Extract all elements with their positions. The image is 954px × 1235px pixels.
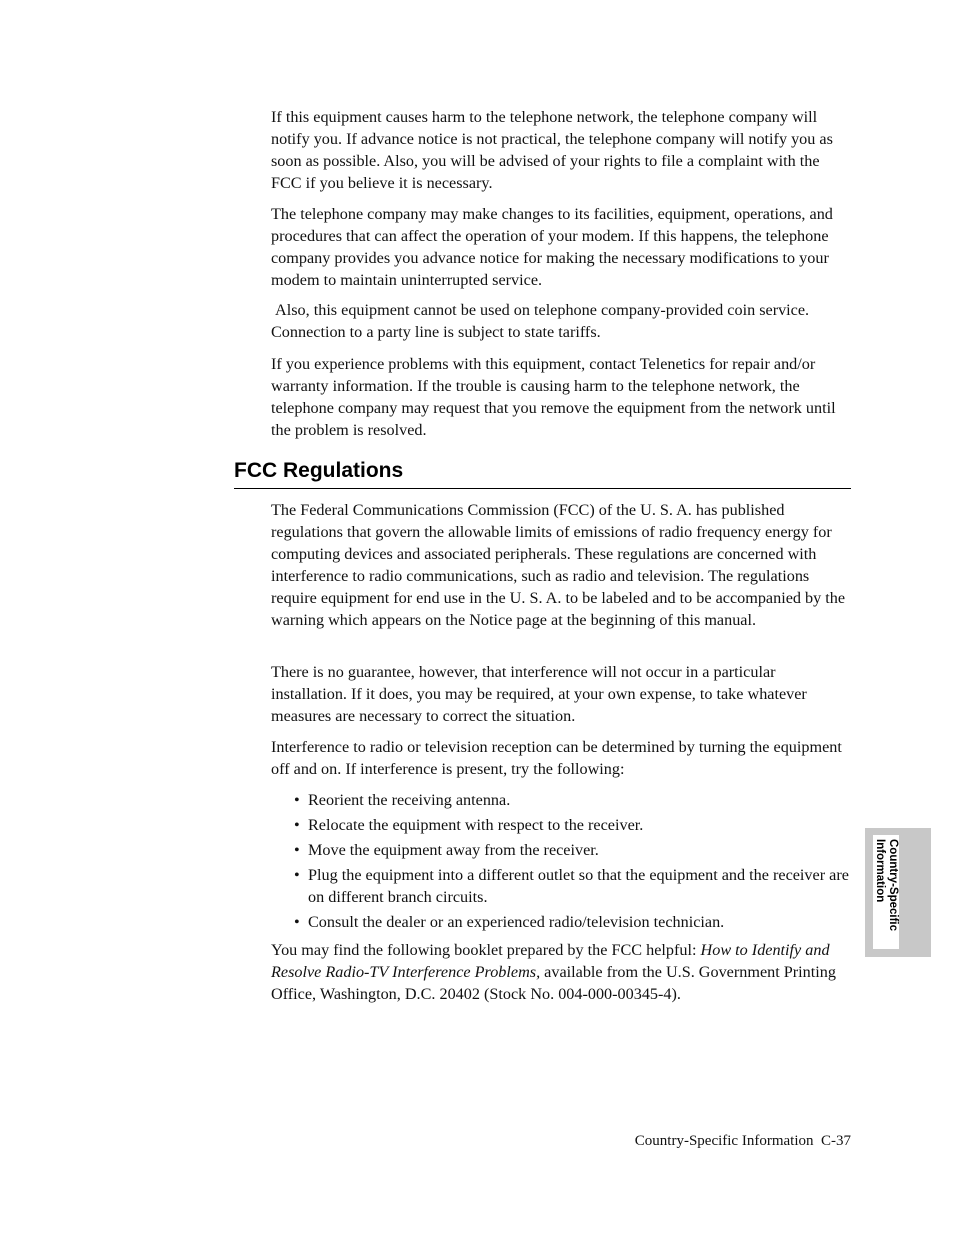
body-paragraph-facility-changes: The telephone company may make changes to its facilities, equipment, operations, and procedures that can affect the operation of your modem. If this happens, the telephone company provides you advance notice for making the necessary modifications to your modem to maintain uninterrupted service. bbox=[271, 205, 833, 289]
body-paragraph-no-guarantee: There is no guarantee, however, that interference will not occur in a particular installation. If it does, you may be required, at your own expense, to take whatever measures are necessary to correct the situation. bbox=[271, 663, 807, 725]
booklet-text-before: You may find the following booklet prepared by the FCC helpful: bbox=[271, 941, 701, 959]
side-tab-label: Country-Specific Information bbox=[874, 839, 899, 932]
body-paragraph-interference-test: Interference to radio or television reception can be determined by turning the equipment off and on. If interference is present, try the following: bbox=[271, 738, 842, 778]
body-paragraph-booklet bbox=[271, 939, 853, 1005]
body-paragraph-repair-warranty: If you experience problems with this equipment, contact Telenetics for repair and/or warranty information. If the trouble is causing harm to the telephone network, the telephone company may request that you remove the equipment from the network until the problem is resolved. bbox=[271, 355, 836, 439]
heading-rule bbox=[234, 488, 851, 489]
body-paragraph-coin-service: Also, this equipment cannot be used on telephone company-provided coin service. Connection to a party line is subject to state tariffs. bbox=[271, 301, 814, 341]
list-item: • Plug the equipment into a different outlet so that the equipment and the receiver are on different branch circuits. bbox=[294, 864, 854, 908]
list-item: • Relocate the equipment with respect to the receiver. bbox=[294, 814, 854, 836]
list-item: • Consult the dealer or an experienced radio/television technician. bbox=[294, 911, 854, 933]
chapter-side-tab bbox=[865, 828, 931, 957]
list-item: • Reorient the receiving antenna. bbox=[294, 789, 854, 811]
booklet-title: How to Identify and Resolve Radio-TV Interference Problems, bbox=[271, 941, 830, 981]
list-item: • Move the equipment away from the receiver. bbox=[294, 839, 854, 861]
side-tab-label-box bbox=[873, 835, 899, 949]
page-footer: Country-Specific Information C-37 bbox=[634, 1133, 851, 1149]
booklet-text-after: available from the U.S. Government Printing Office, Washington, D.C. 20402 (Stock No. 004-000-00345-4). bbox=[271, 963, 836, 1003]
body-paragraph-fcc-intro: The Federal Communications Commission (FCC) of the U. S. A. has published regulations that govern the allowable limits of emissions of radio frequency energy for computing devices and associated peripherals. These regulations are concerned with interference to radio communications, such as radio and television. The regulations require equipment for end use in the U. S. A. to be labeled and to be accompanied by the warning which appears on the Notice page at the beginning of this manual. bbox=[271, 501, 846, 629]
section-heading-fcc-regulations: FCC Regulations bbox=[234, 459, 404, 482]
interference-remedies-list bbox=[294, 789, 854, 936]
body-paragraph-harm-notice: If this equipment causes harm to the telephone network, the telephone company will notify you. If advance notice is not practical, the telephone company will notify you as soon as possible. Also, you will be advised of your rights to file a complaint with the FCC if you believe it is necessary. bbox=[271, 108, 833, 192]
